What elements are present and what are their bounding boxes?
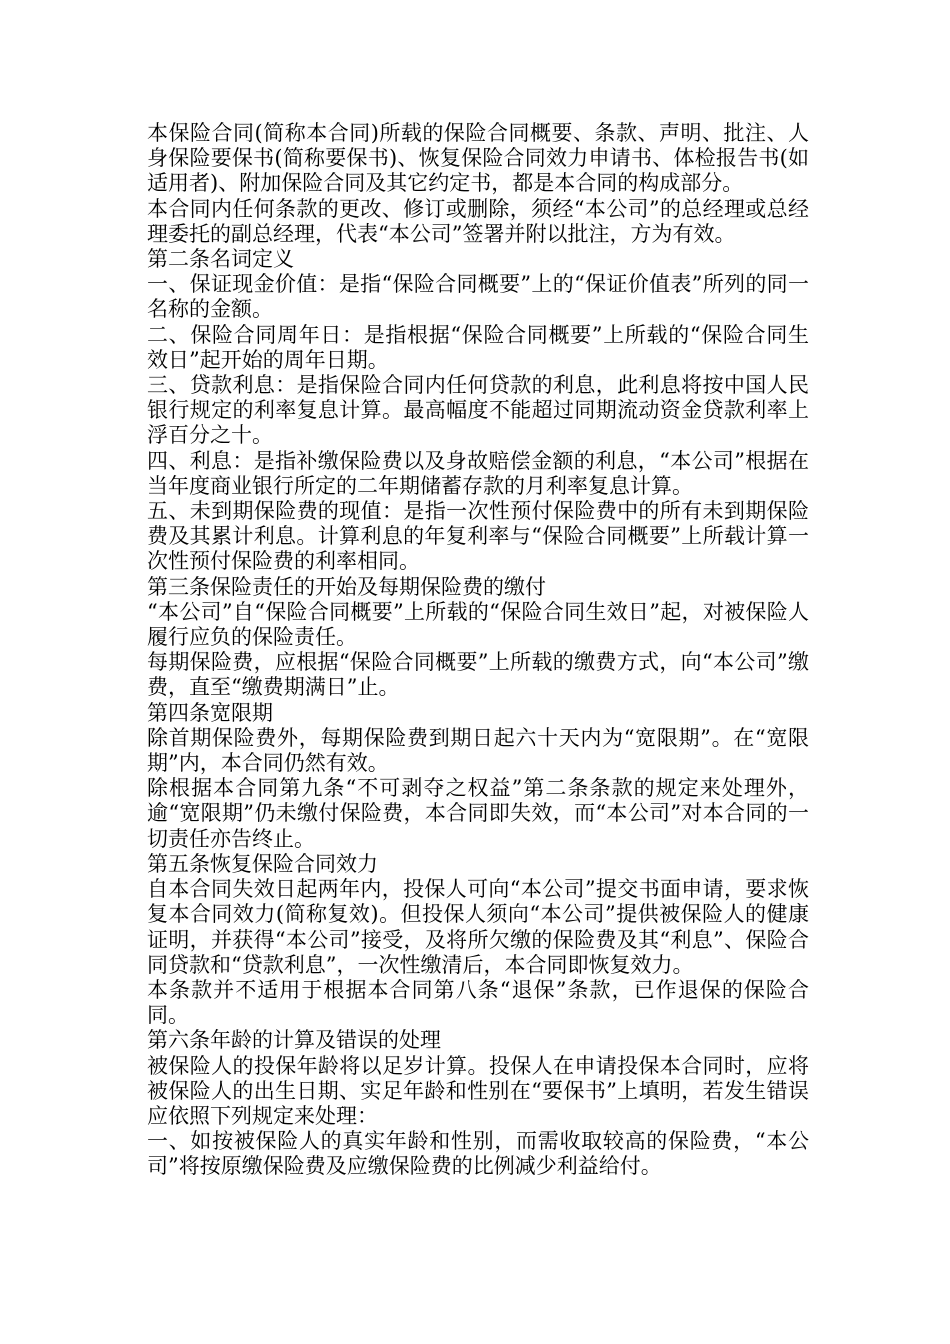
article-5-heading: 第五条恢复保险合同效力 xyxy=(147,851,378,876)
article-6-heading: 第六条年龄的计算及错误的处理 xyxy=(147,1028,441,1053)
lapse-paragraph: 除根据本合同第九条“不可剥夺之权益”第二条条款的规定来处理外，逾“宽限期”仍未缴付保险费，本合同即失效，而“本公司”对本合同的一切责任亦告终止。 xyxy=(147,776,809,851)
definition-anniversary: 二、保险合同周年日：是指根据“保险合同概要”上所载的“保险合同生效日”起开始的周年日期。 xyxy=(147,322,809,372)
grace-period-paragraph: 除首期保险费外，每期保险费到期日起六十天内为“宽限期”。在“宽限期”内，本合同仍然有效。 xyxy=(147,725,809,776)
amendment-paragraph: 本合同内任何条款的更改、修订或删除，须经“本公司”的总经理或总经理委托的副总经理，代表“本公司”签署并附以批注，方为有效。 xyxy=(147,196,809,246)
definition-loan-interest: 三、贷款利息：是指保险合同内任何贷款的利息，此利息将按中国人民银行规定的利率复息计算。最高幅度不能超过同期流动资金贷款利率上浮百分之十。 xyxy=(147,373,809,448)
liability-start-paragraph: “本公司”自“保险合同概要”上所载的“保险合同生效日”起，对被保险人履行应负的保险责任。 xyxy=(147,599,809,650)
definition-unexpired-premium: 五、未到期保险费的现值：是指一次性预付保险费中的所有未到期保险费及其累计利息。计算利息的年复利率与“保险合同概要”上所载计算一次性预付保险费的利率相同。 xyxy=(147,499,809,574)
article-3-heading: 第三条保险责任的开始及每期保险费的缴付 xyxy=(147,574,546,599)
article-2-heading: 第二条名词定义 xyxy=(147,247,294,272)
reinstatement-exception-paragraph: 本条款并不适用于根据本合同第八条“退保”条款，已作退保的保险合同。 xyxy=(147,977,809,1028)
age-calculation-paragraph: 被保险人的投保年龄将以足岁计算。投保人在申请投保本合同时，应将被保险人的出生日期、实足年龄和性别在“要保书”上填明，若发生错误应依照下列规定来处理： xyxy=(147,1053,809,1128)
article-4-heading: 第四条宽限期 xyxy=(147,700,273,725)
definition-cash-value: 一、保证现金价值：是指“保险合同概要”上的“保证价值表”所列的同一名称的金额。 xyxy=(147,272,809,322)
premium-payment-paragraph: 每期保险费，应根据“保险合同概要”上所载的缴费方式，向“本公司”缴费，直至“缴费期满日”止。 xyxy=(147,650,809,700)
age-error-rule-1-paragraph: 一、如按被保险人的真实年龄和性别，而需收取较高的保险费，“本公司”将按原缴保险费及应缴保险费的比例减少利益给付。 xyxy=(147,1129,809,1179)
document-body xyxy=(147,121,809,1180)
contract-components-paragraph: 本保险合同(简称本合同)所载的保险合同概要、条款、声明、批注、人身保险要保书(简称要保书)、恢复保险合同效力申请书、体检报告书(如适用者)、附加保险合同及其它约定书，都是本合同的构成部分。 xyxy=(147,121,809,196)
definition-interest: 四、利息：是指补缴保险费以及身故赔偿金额的利息，“本公司”根据在当年度商业银行所定的二年期储蓄存款的月利率复息计算。 xyxy=(147,448,809,498)
reinstatement-paragraph: 自本合同失效日起两年内，投保人可向“本公司”提交书面申请，要求恢复本合同效力(简称复效)。但投保人须向“本公司”提供被保险人的健康证明，并获得“本公司”接受，及将所欠缴的保险费及其“利息”、保险合同贷款和“贷款利息”，一次性缴清后，本合同即恢复效力。 xyxy=(147,877,809,977)
